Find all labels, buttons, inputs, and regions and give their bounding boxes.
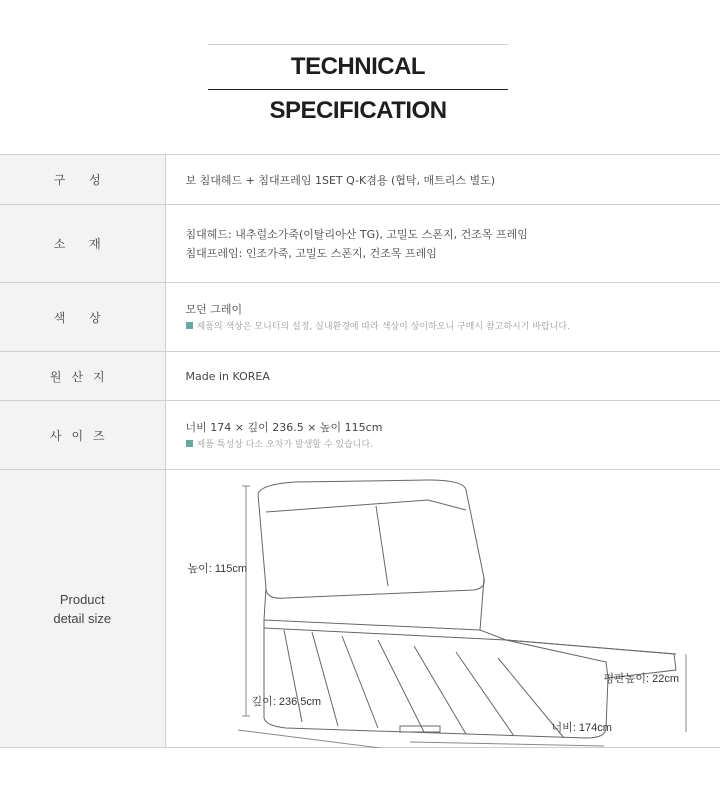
color-note <box>186 319 720 335</box>
title-block <box>208 44 508 124</box>
width-dimension: 너비: 174cm <box>551 722 612 734</box>
detail-label <box>0 470 165 748</box>
detail-label-line1: Product <box>59 591 105 607</box>
color-text: 모던 그레이 <box>185 302 243 316</box>
page-title: TECHNICAL SPECIFICATION <box>269 53 447 124</box>
spec-table <box>0 154 720 748</box>
material-line-frame: 침대프레임: 인조가죽, 고밀도 스폰지, 건조목 프레임 <box>185 246 437 260</box>
bed-line-drawing <box>166 470 720 748</box>
detail-label-line2: detail size <box>53 610 112 626</box>
height-dimension: 높이: 115cm <box>187 563 248 575</box>
spec-row-color <box>0 283 720 352</box>
composition-value: 보 침대헤드 + 침대프레임 1SET Q-K겸용 (협탁, 매트리스 별도) <box>165 155 720 205</box>
size-value <box>165 401 720 470</box>
depth-dimension: 깊이: 236.5cm <box>251 696 322 708</box>
color-value <box>165 283 720 352</box>
material-value <box>165 205 720 283</box>
bed-diagram-cell <box>165 470 720 748</box>
spec-row-detail <box>0 470 720 748</box>
note-square-icon <box>186 322 193 329</box>
composition-label: 구 성 <box>0 155 165 205</box>
material-line-head: 침대헤드: 내추럴소가죽(이탈리아산 TG), 고밀도 스폰지, 건조목 프레임 <box>185 227 528 241</box>
spec-row-material <box>0 205 720 283</box>
size-note <box>186 437 720 453</box>
origin-value: Made in KOREA <box>165 352 720 401</box>
spec-row-composition <box>0 155 720 205</box>
color-note-text: 제품의 색상은 모니터의 설정, 실내환경에 따라 색상이 상이하오니 구매시 참고하시기 바랍니다. <box>196 321 570 332</box>
origin-label: 원산지 <box>0 352 165 401</box>
base-height-dimension: 평판높이: 22cm <box>603 673 680 685</box>
color-label: 색 상 <box>0 283 165 352</box>
spec-row-origin <box>0 352 720 401</box>
size-text: 너비 174 × 깊이 236.5 × 높이 115cm <box>185 420 383 434</box>
spec-row-size <box>0 401 720 470</box>
material-label: 소 재 <box>0 205 165 283</box>
size-label: 사이즈 <box>0 401 165 470</box>
note-square-icon <box>186 440 193 447</box>
size-note-text: 제품 특성상 다소 오차가 발생할 수 있습니다. <box>196 439 374 450</box>
